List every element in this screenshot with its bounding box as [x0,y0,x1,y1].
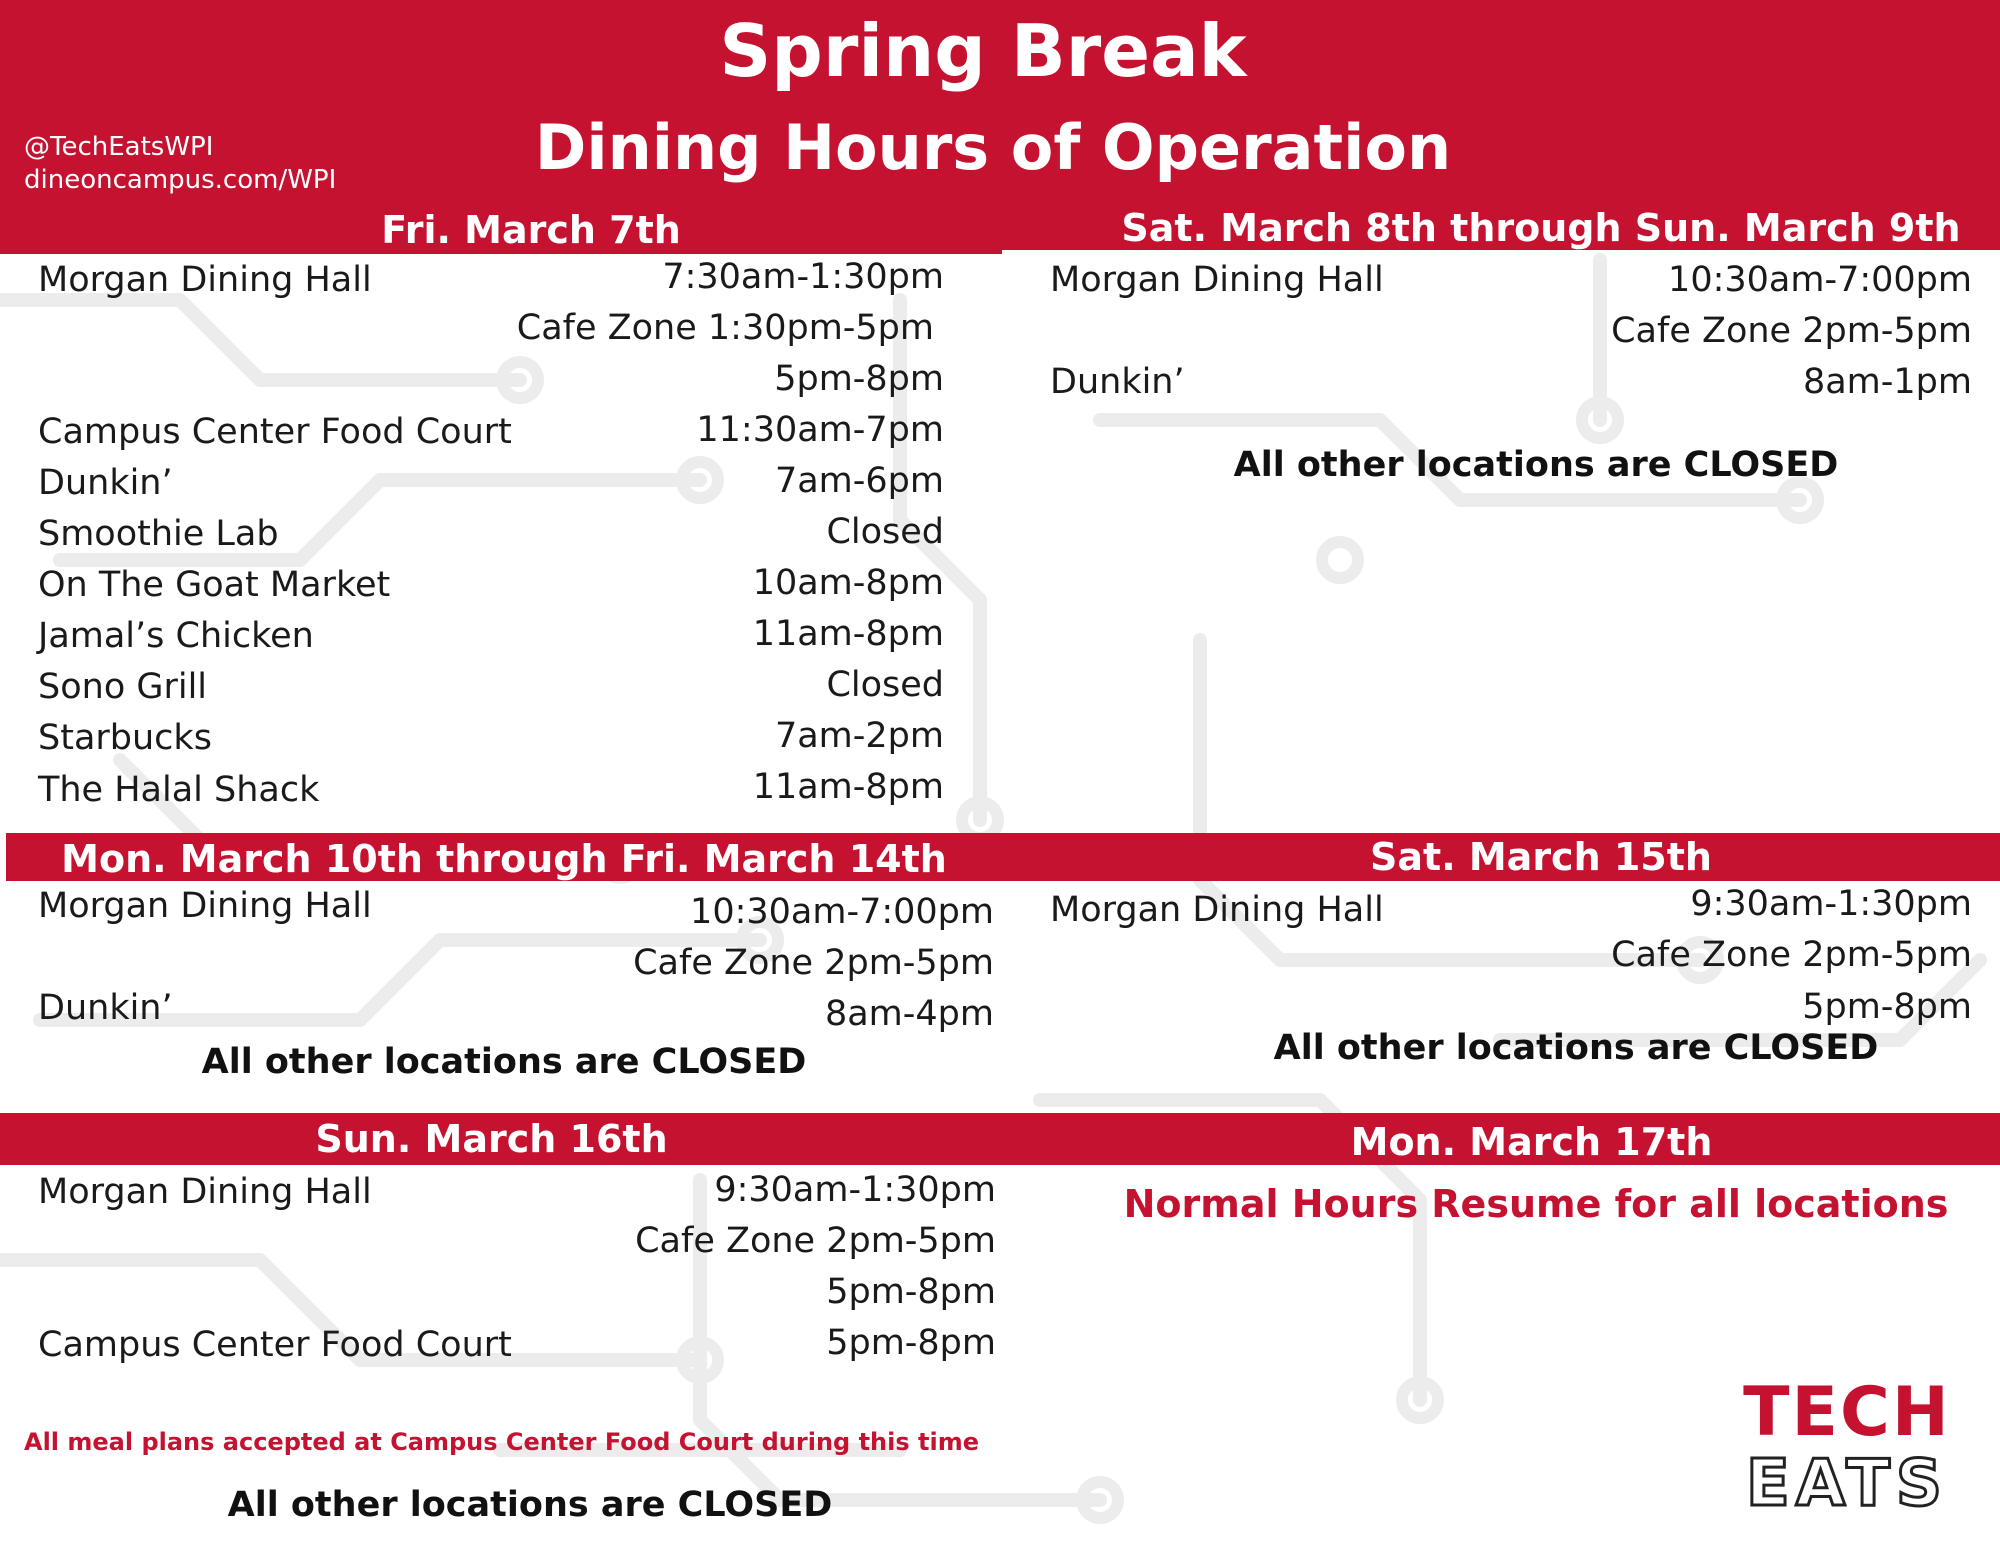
row-hours: Closed [826,665,944,705]
row-hours: 9:30am-1:30pm [1690,884,1972,924]
row-location: Morgan Dining Hall [1050,890,1384,930]
row-location: Jamal’s Chicken [38,616,314,656]
section-heading-sun-mar16 [0,1113,983,1165]
row-hours: 10:30am-7:00pm [690,892,994,932]
row-hours: Cafe Zone 1:30pm-5pm [516,308,934,348]
row-location: Starbucks [38,718,212,758]
social-url: dineoncampus.com/WPI [24,165,337,195]
row-hours: Cafe Zone 2pm-5pm [635,1221,996,1261]
row-hours: 5pm-8pm [774,359,944,399]
row-hours: Cafe Zone 2pm-5pm [1611,935,1972,975]
row-hours: 9:30am-1:30pm [714,1170,996,1210]
section-heading-sat-mar15-label: Sat. March 15th [1370,835,1712,879]
page-title: Spring Break [719,9,1247,93]
normal-hours-note: Normal Hours Resume for all locations [1123,1182,1949,1226]
row-hours: 5pm-8pm [826,1323,996,1363]
row-location: Morgan Dining Hall [38,260,372,300]
row-hours: 11am-8pm [752,767,944,807]
section-heading-fri-mar7 [0,206,1002,254]
row-hours: 11:30am-7pm [696,410,944,450]
section-heading-sat-mar15 [1002,833,2000,881]
row-location: The Halal Shack [38,770,320,810]
row-location: Morgan Dining Hall [1050,260,1384,300]
meal-plan-note: All meal plans accepted at Campus Center Food Court during this time [24,1428,979,1456]
row-hours: Cafe Zone 2pm-5pm [633,943,994,983]
row-hours: 5pm-8pm [826,1272,996,1312]
section-heading-sun-mar16-label: Sun. March 16th [315,1117,668,1161]
row-hours: 7am-6pm [774,461,944,501]
section-heading-sat-mar8-label: Sat. March 8th through Sun. March 9th [1121,206,1961,250]
row-hours: 8am-1pm [1802,362,1972,402]
closed-note: All other locations are CLOSED [201,1042,807,1082]
row-location: Smoothie Lab [38,514,279,554]
row-hours: 8am-4pm [824,994,994,1034]
row-hours: 7:30am-1:30pm [662,257,944,297]
section-heading-mon-mar17-label: Mon. March 17th [1350,1120,1713,1164]
row-location: Dunkin’ [38,988,173,1028]
social-handle: @TechEatsWPI [24,132,214,162]
closed-note: All other locations are CLOSED [227,1485,833,1525]
section-heading-mon-mar10-fri-mar14 [6,833,1002,881]
row-location: Dunkin’ [1050,362,1185,402]
row-hours: 11am-8pm [752,614,944,654]
row-hours: 7am-2pm [774,716,944,756]
section-heading-mon-mar17 [983,1113,2000,1165]
row-hours: Closed [826,512,944,552]
closed-note: All other locations are CLOSED [1273,1028,1879,1068]
row-location: Morgan Dining Hall [38,886,372,926]
row-location: Sono Grill [38,667,208,707]
row-hours: 10:30am-7:00pm [1668,260,1972,300]
row-location: Dunkin’ [38,463,173,503]
row-hours: 10am-8pm [752,563,944,603]
row-hours: 5pm-8pm [1802,987,1972,1027]
row-location: On The Goat Market [38,565,391,605]
section-heading-sat-mar8-sun-mar9 [1002,206,2000,250]
section-heading-mon-mar10-label: Mon. March 10th through Fri. March 14th [61,837,947,881]
row-hours: Cafe Zone 2pm-5pm [1611,311,1972,351]
logo-eats-text: EATS [1745,1447,1949,1521]
closed-note: All other locations are CLOSED [1233,445,1839,485]
logo-tech-text: TECH [1743,1373,1951,1452]
row-location: Campus Center Food Court [38,412,512,452]
row-location: Campus Center Food Court [38,1325,512,1365]
row-location: Morgan Dining Hall [38,1172,372,1212]
page-subtitle: Dining Hours of Operation [534,111,1452,184]
section-heading-fri-mar7-label: Fri. March 7th [381,208,681,252]
